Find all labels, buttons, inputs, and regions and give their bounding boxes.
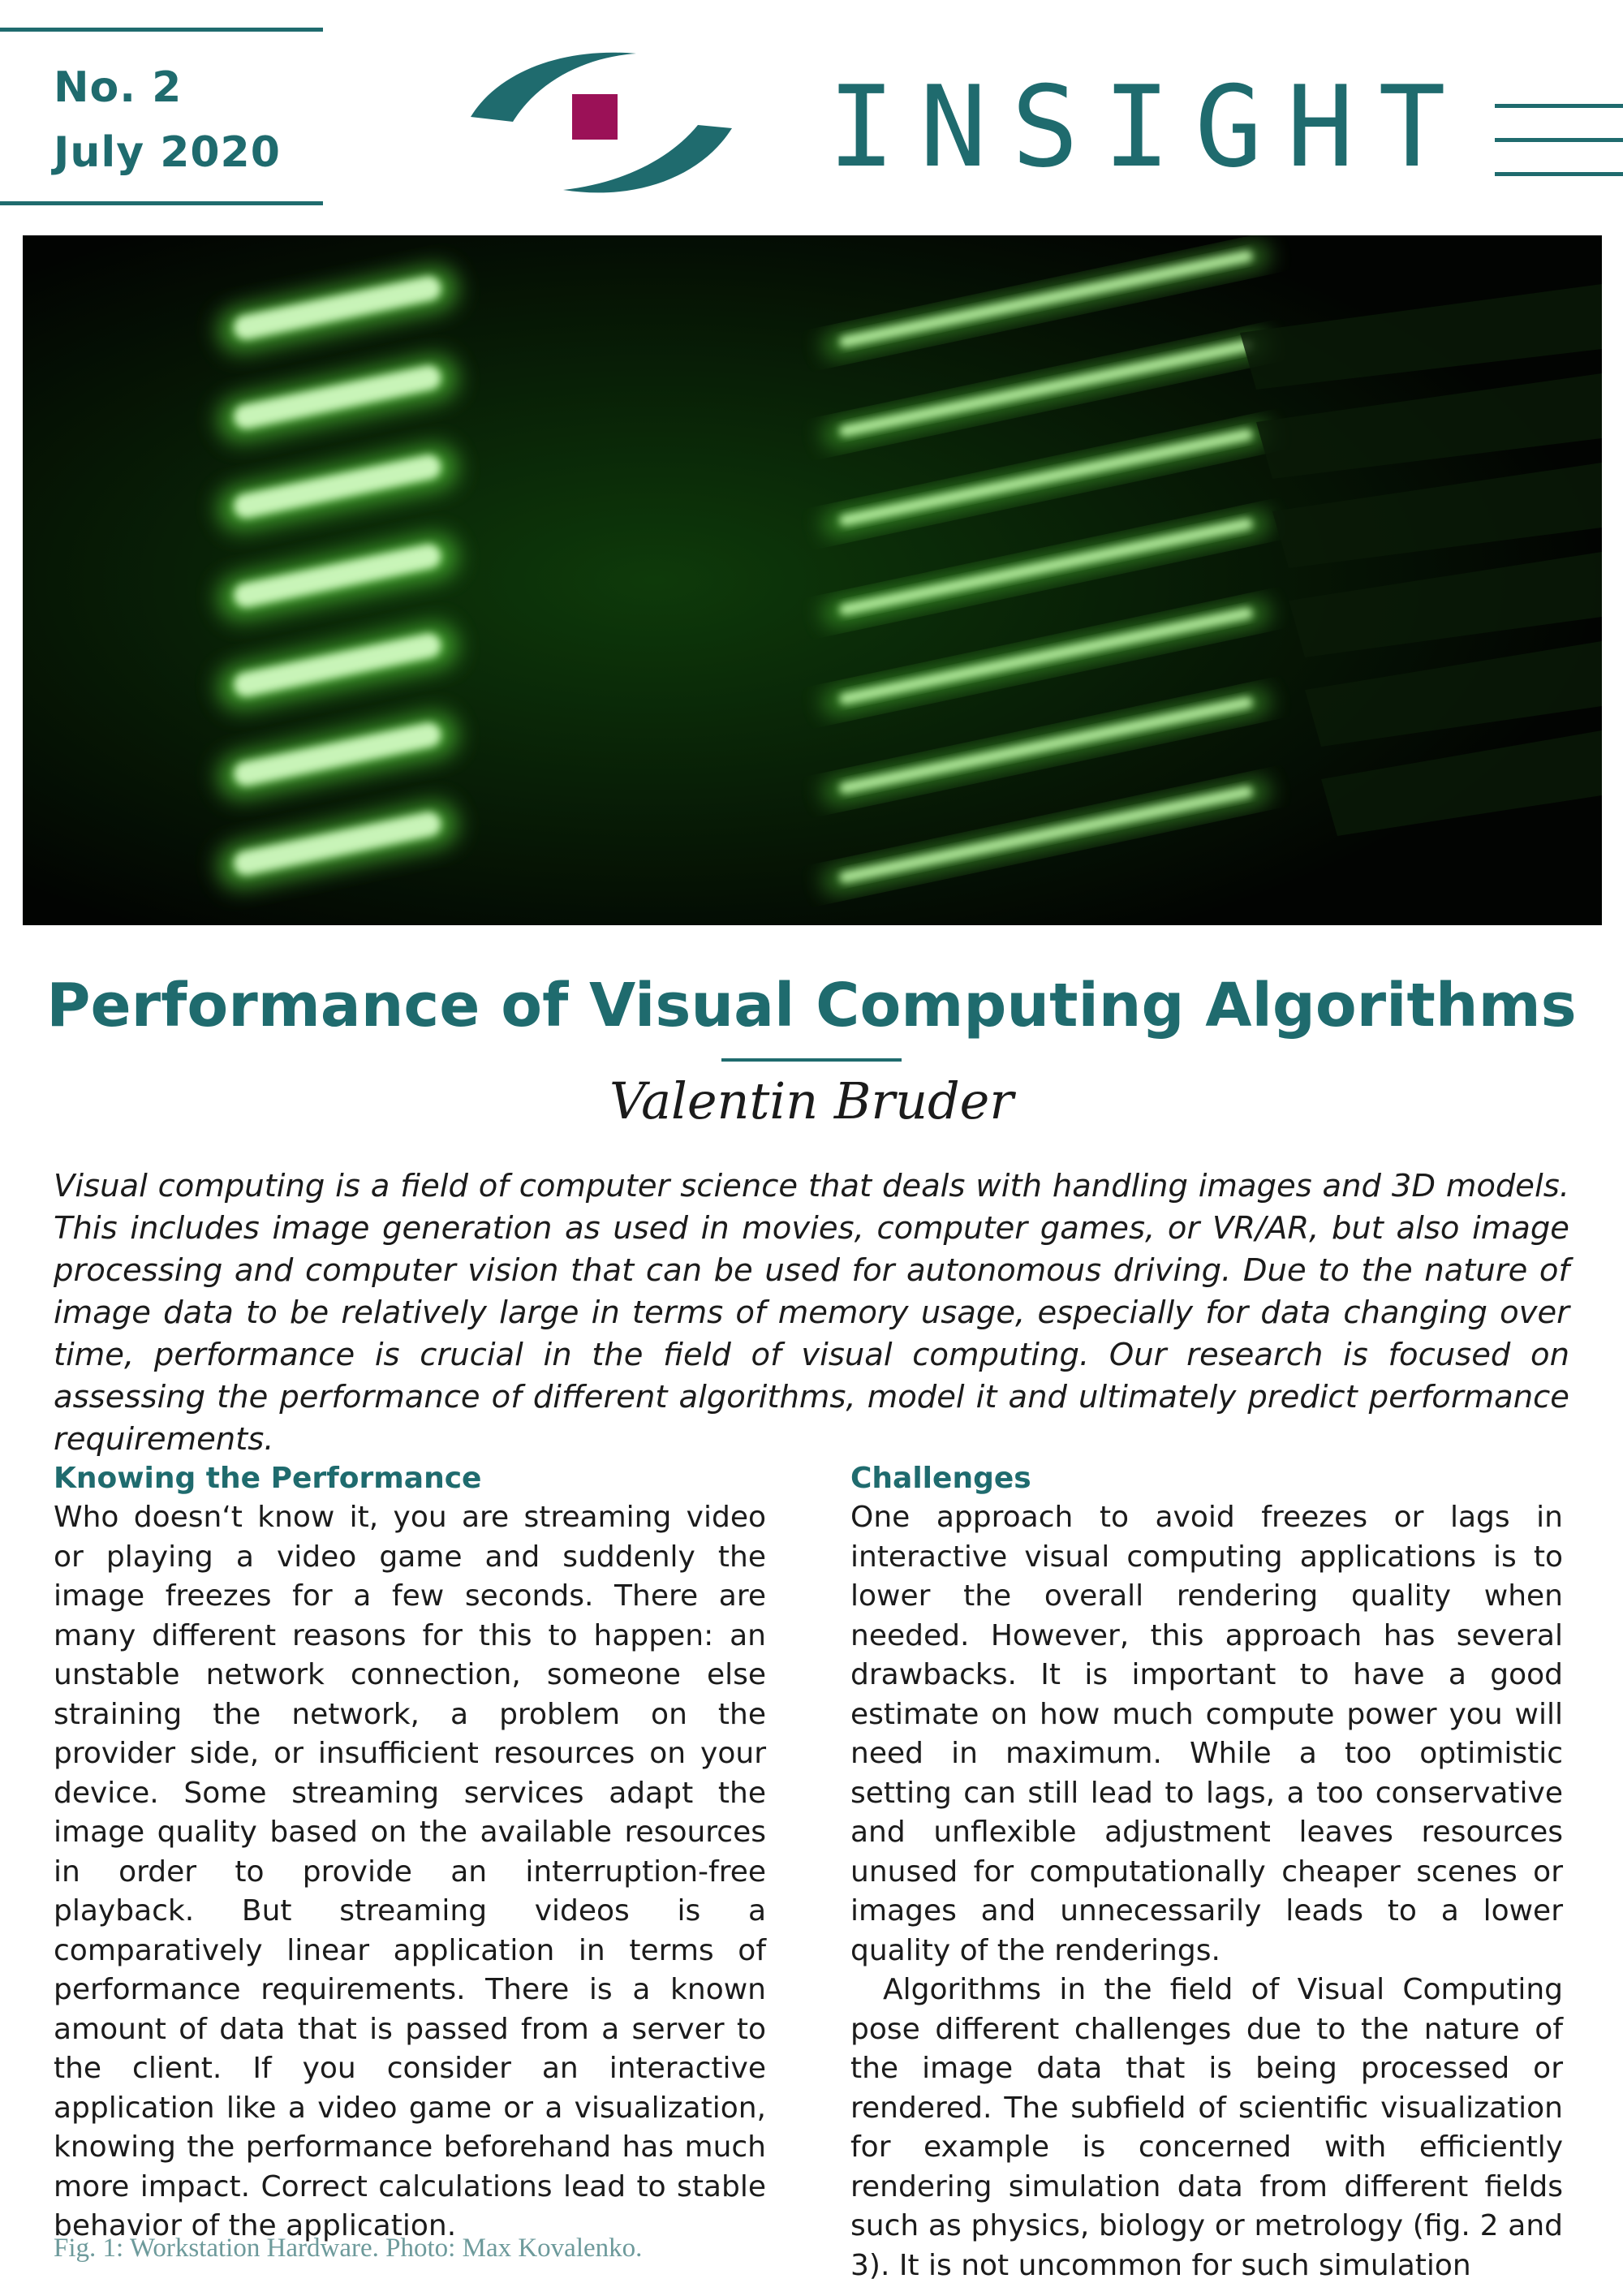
figure-caption: Fig. 1: Workstation Hardware. Photo: Max Kovalenko. [54,2234,643,2263]
workstation-hardware-photo [23,235,1602,925]
column-right [850,1459,1563,2285]
issue-date: July 2020 [54,128,281,177]
section-body-challenges-2: Algorithms in the field of Visual Computing pose different challenges due to the nature of the image data that is being processed or rendered. The subfield of scientific visualization for example is concerned with efficiently rendering simulation data from different fields such as physics, biology or metrology (fig. 2 and 3). It is not uncommon for such simulation [850,1973,1563,2282]
eye-logo-icon [466,47,737,197]
title-divider [721,1058,902,1062]
issue-number: No. 2 [54,63,183,112]
issue-bottom-rule [0,201,323,205]
hamburger-menu-icon[interactable] [1495,104,1623,179]
article-abstract: Visual computing is a field of computer science that deals with handling images and 3D models. This includes image generation as used in movies, computer games, or VR/AR, but also image processing and computer vision that can be used for autonomous driving. Due to the nature of image data to be relatively large in terms of memory usage, especially for data changing over time, performance is crucial in the field of visual computing. Our research is focused on assessing the performance of different algorithms, model it and ultimately predict performance requirements. [54,1168,1569,1458]
section-heading-knowing: Knowing the Performance [54,1462,482,1495]
article-author: Valentin Bruder [609,1071,1014,1131]
column-left [54,1459,766,2246]
hero-illustration [23,235,1602,925]
section-body-knowing: Who doesn‘t know it, you are streaming video or playing a video game and suddenly the image freezes for a few seconds. There are many different reasons for this to happen: an unstable network connection, someone else straining the network, a problem on the provider side, or insufficient resources on your device. Some streaming services adapt the image quality based on the available resources in order to provide an interruption-free playback. But streaming videos is a comparatively linear application in terms of performance requirements. There is a known amount of data that is passed from a server to the client. If you consider an interactive application like a video game or a visualization, knowing the performance beforehand has much more impact. Correct calculations lead to stable behavior of the application. [54,1501,766,2242]
section-heading-challenges: Challenges [850,1462,1031,1495]
section-body-challenges-1: One approach to avoid freezes or lags in interactive visual computing applications is to lower the overall rendering quality when needed. However, this approach has several drawbacks. It is important to have a good estimate on how much compute power you will need in maximum. While a too optimistic setting can still lead to lags, a too conservative and unflexible adjustment leaves resources unused for computationally cheaper scenes or images and unnecessarily leads to a lower quality of the renderings. [850,1501,1563,1967]
article-title: Performance of Visual Computing Algorithms [46,971,1577,1040]
brand-wordmark: INSIGHT [828,62,1470,192]
issue-top-rule [0,28,323,32]
issue-box [0,28,323,206]
